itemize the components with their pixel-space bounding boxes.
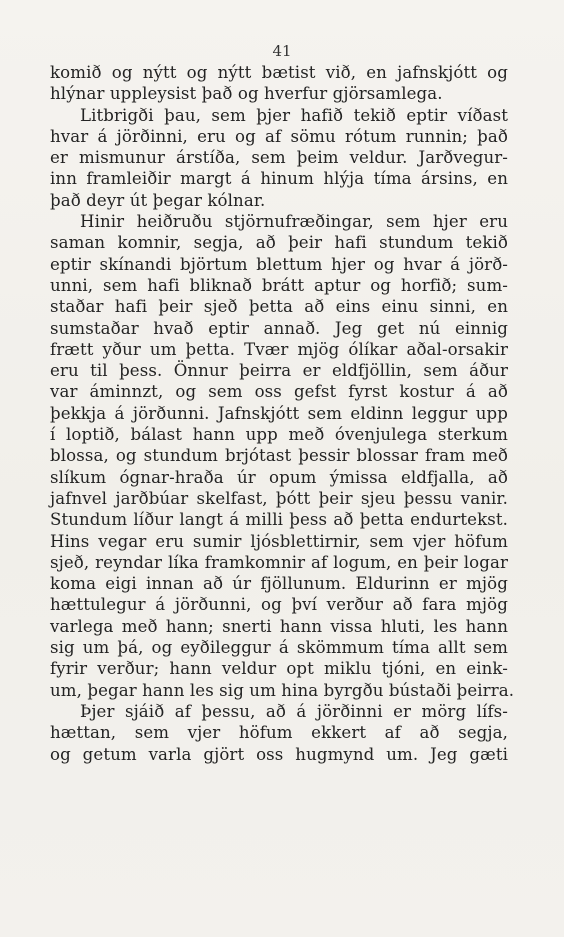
text-line: staðar hafi þeir sjeð þetta að eins einu sinni, en <box>50 297 508 317</box>
text-line: þekkja á jörðunni. Jafnskjótt sem eldinn leggur upp <box>50 403 508 423</box>
page-number: 41 <box>272 42 292 60</box>
text-line: Hins vegar eru sumir ljósblettirnir, sem vjer höfum <box>50 531 508 551</box>
text-line: eru til þess. Önnur þeirra er eldfjöllin, sem áður <box>50 361 508 381</box>
text-line: fyrir verður; hann veldur opt miklu tjóni, en eink- <box>50 659 508 679</box>
text-line: Hinir heiðruðu stjörnufræðingar, sem hjer eru <box>80 212 508 232</box>
text-line: slíkum ógnar-hraða úr opum ýmissa eldfjalla, að <box>50 467 508 487</box>
text-line: sjeð, reyndar líka framkomnir af logum, en þeir logar <box>50 552 508 572</box>
text-line: Þjer sjáið af þessu, að á jörðinni er mörg lífs- <box>80 701 508 721</box>
text-line: inn framleiðir margt á hinum hlýja tíma ársins, en <box>50 169 508 189</box>
text-line: saman komnir, segja, að þeir hafi stundum tekið <box>50 233 508 253</box>
text-line: hættulegur á jörðunni, og því verður að fara mjög <box>50 595 508 615</box>
text-line: koma eigi innan að úr fjöllunum. Eldurinn er mjög <box>50 574 508 594</box>
text-line: jafnvel jarðbúar skelfast, þótt þeir sjeu þessu vanir. <box>50 488 508 508</box>
text-line: hættan, sem vjer höfum ekkert af að segja, <box>50 723 508 743</box>
text-line: Stundum líður langt á milli þess að þetta endurtekst. <box>50 510 508 530</box>
text-line: frætt yður um þetta. Tvær mjög ólíkar aðal-orsakir <box>50 339 508 359</box>
text-line: varlega með hann; snerti hann vissa hluti, les hann <box>50 616 508 636</box>
text-line: sumstaðar hvað eptir annað. Jeg get nú einnig <box>50 318 508 338</box>
text-line: var áminnzt, og sem oss gefst fyrst kostur á að <box>50 382 508 402</box>
text-line: það deyr út þegar kólnar. <box>50 190 266 210</box>
text-line: Litbrigði þau, sem þjer hafið tekið eptir víðast <box>80 105 508 125</box>
text-line: hlýnar uppleysist það og hverfur gjörsamlega. <box>50 84 443 104</box>
text-line: komið og nýtt og nýtt bætist við, en jafnskjótt og <box>50 63 508 82</box>
text-line: sig um þá, og eyðileggur á skömmum tíma allt sem <box>50 638 508 658</box>
text-line: unni, sem hafi bliknað brátt aptur og horfið; sum- <box>50 275 508 295</box>
text-line: hvar á jörðinni, eru og af sömu rótum runnin; það <box>50 126 508 146</box>
text-line: blossa, og stundum brjótast þessir blossar fram með <box>50 446 508 466</box>
text-line: og getum varla gjört oss hugmynd um. Jeg gæti <box>50 744 508 764</box>
text-line: er mismunur árstíða, sem þeim veldur. Jarðvegur- <box>50 148 508 168</box>
text-line: í loptið, bálast hann upp með óvenjulega sterkum <box>50 425 508 445</box>
text-line: eptir skínandi björtum blettum hjer og hvar á jörð- <box>50 254 508 274</box>
text-line: um, þegar hann les sig um hina byrgðu bústaði þeirra. <box>50 680 515 700</box>
body-text <box>50 62 515 765</box>
